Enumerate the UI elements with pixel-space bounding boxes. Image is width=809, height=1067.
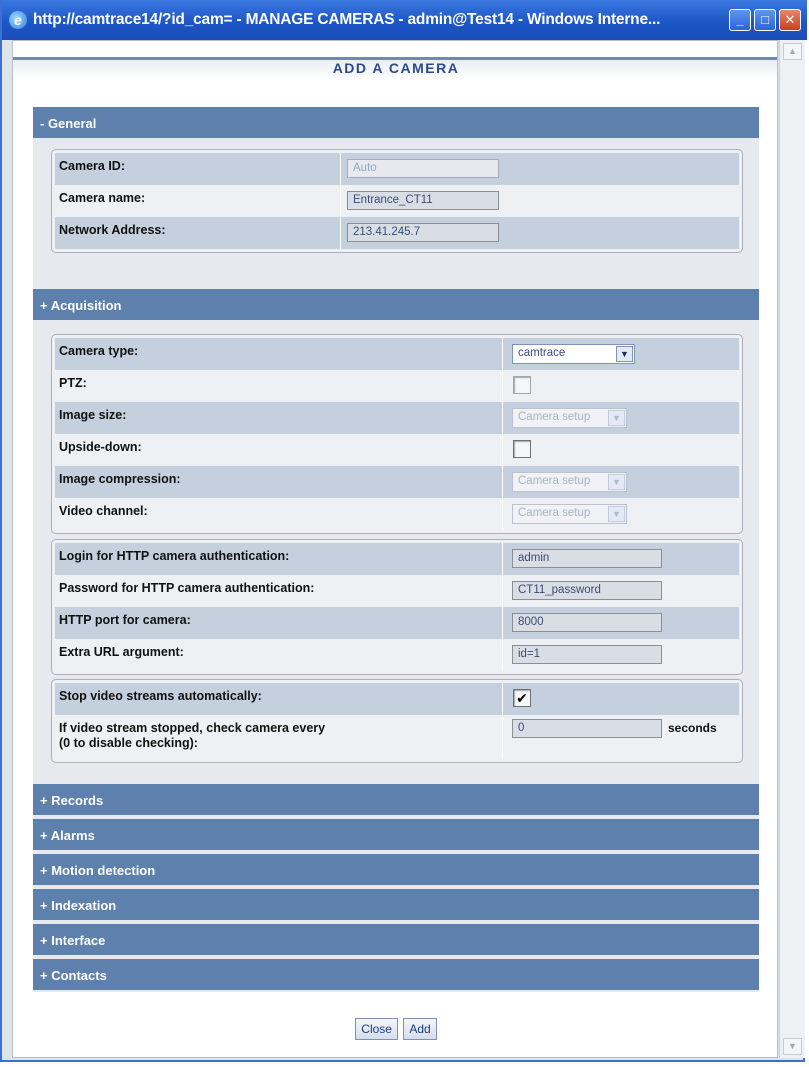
image-size-label: Image size: <box>59 408 127 422</box>
minimize-button[interactable]: _ <box>729 9 751 31</box>
extra-url-label: Extra URL argument: <box>59 645 184 659</box>
image-compression-row <box>55 466 739 498</box>
extra-url-row <box>55 639 739 671</box>
general-group <box>51 149 743 253</box>
network-address-field[interactable]: 213.41.245.7 <box>347 223 499 242</box>
chevron-down-icon: ▼ <box>616 346 633 362</box>
upside-down-checkbox[interactable] <box>513 440 531 458</box>
camera-type-select[interactable]: camtrace ▼ <box>512 344 635 364</box>
http-port-row <box>55 607 739 639</box>
video-channel-row <box>55 498 739 530</box>
chevron-down-icon: ▼ <box>608 474 625 490</box>
title-bar[interactable] <box>2 0 807 40</box>
login-row <box>55 543 739 575</box>
check-interval-row <box>55 715 739 759</box>
password-label: Password for HTTP camera authentication: <box>59 581 315 595</box>
video-channel-select[interactable]: Camera setup ▼ <box>512 504 627 524</box>
upside-down-row <box>55 434 739 466</box>
seconds-unit-label: seconds <box>668 721 717 735</box>
camera-type-row <box>55 338 739 370</box>
upside-down-label: Upside-down: <box>59 440 142 454</box>
window-title: http://camtrace14/?id_cam= - MANAGE CAMERAS - admin@Test14 - Windows Interne... <box>33 11 661 28</box>
section-acquisition-header[interactable]: + Acquisition <box>33 289 759 322</box>
password-row <box>55 575 739 607</box>
form-buttons <box>13 1018 778 1040</box>
camera-id-row <box>55 153 739 185</box>
page-title: ADD A CAMERA <box>13 57 778 79</box>
add-button[interactable]: Add <box>403 1018 436 1040</box>
extra-url-field[interactable]: id=1 <box>512 645 662 664</box>
scroll-down-icon[interactable]: ▼ <box>783 1038 802 1055</box>
ptz-checkbox[interactable] <box>513 376 531 394</box>
stop-streams-row <box>55 683 739 715</box>
image-compression-select[interactable]: Camera setup ▼ <box>512 472 627 492</box>
streams-group <box>51 679 743 763</box>
check-interval-label: If video stream stopped, check camera every <box>59 721 326 735</box>
scroll-up-icon[interactable]: ▲ <box>783 43 802 60</box>
page-content <box>12 40 778 1058</box>
http-auth-group <box>51 539 743 675</box>
check-interval-field[interactable]: 0 <box>512 719 662 738</box>
camera-type-label: Camera type: <box>59 344 139 358</box>
close-button[interactable]: Close <box>355 1018 398 1040</box>
password-field[interactable]: CT11_password <box>512 581 662 600</box>
ptz-row <box>55 370 739 402</box>
section-records-header[interactable]: + Records <box>33 784 759 817</box>
section-contacts-header[interactable]: + Contacts <box>33 959 759 992</box>
chevron-down-icon: ▼ <box>608 506 625 522</box>
image-size-select[interactable]: Camera setup ▼ <box>512 408 627 428</box>
stop-streams-label: Stop video streams automatically: <box>59 689 262 703</box>
login-label: Login for HTTP camera authentication: <box>59 549 290 563</box>
http-port-field[interactable]: 8000 <box>512 613 662 632</box>
image-size-row <box>55 402 739 434</box>
section-alarms-header[interactable]: + Alarms <box>33 819 759 852</box>
chevron-down-icon: ▼ <box>608 410 625 426</box>
ie-browser-icon: e <box>9 11 27 29</box>
camera-name-label: Camera name: <box>59 191 146 205</box>
ptz-label: PTZ: <box>59 376 87 390</box>
section-interface-header[interactable]: + Interface <box>33 924 759 957</box>
login-field[interactable]: admin <box>512 549 662 568</box>
section-motion-detection-header[interactable]: + Motion detection <box>33 854 759 887</box>
camera-id-field: Auto <box>347 159 499 178</box>
vertical-scrollbar[interactable] <box>779 40 805 1058</box>
section-general-header[interactable]: - General <box>33 107 759 140</box>
check-interval-sublabel: (0 to disable checking): <box>59 736 198 750</box>
section-indexation-header[interactable]: + Indexation <box>33 889 759 922</box>
network-address-row <box>55 217 739 249</box>
maximize-button[interactable]: □ <box>754 9 776 31</box>
acquisition-group <box>51 334 743 534</box>
video-channel-label: Video channel: <box>59 504 148 518</box>
http-port-label: HTTP port for camera: <box>59 613 191 627</box>
close-window-button[interactable]: ✕ <box>779 9 801 31</box>
camera-name-field[interactable]: Entrance_CT11 <box>347 191 499 210</box>
camera-id-label: Camera ID: <box>59 159 125 173</box>
camera-name-row <box>55 185 739 217</box>
network-address-label: Network Address: <box>59 223 166 237</box>
image-compression-label: Image compression: <box>59 472 181 486</box>
stop-streams-checkbox[interactable]: ✔ <box>513 689 531 707</box>
